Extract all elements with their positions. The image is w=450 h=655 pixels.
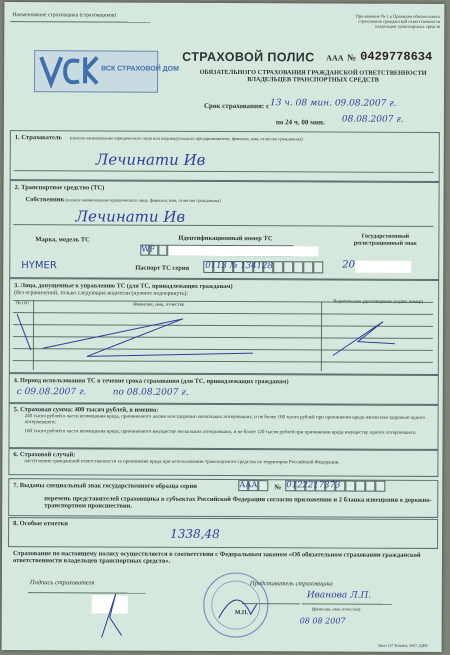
sign-date: 08 08 2007 [299,616,346,626]
vin-value: WF [141,244,156,254]
rep-name: Иванова Л.П. [306,590,372,601]
logo-text: ВСК СТРАХОВОЙ ДОМ [101,65,179,73]
print-note: Заказ 157 Бланки, 2007, ДФП [377,642,428,648]
policyholder-value: Лечинати Ив [95,150,206,169]
policy-number: 0429778634 [360,49,433,64]
stamp-seal [197,570,275,640]
period-label: Срок страхования: с [203,101,270,111]
policy-title: СТРАХОВОЙ ПОЛИС [182,49,315,65]
section-notes [8,517,438,549]
stamp-label: М.П. [234,610,249,617]
insured-signature [82,587,142,642]
make-value: HYMER [21,260,57,272]
sign-series: ААА [239,480,258,490]
period-end: 08.08.2007 г. [341,114,404,125]
rep-label: Представитель страховщика [249,580,333,588]
law-text: Страхование по настоящему полису осуществляется в соответствии с Федеральным законом «Об обязательном страховании гражданской ответственности владельцев транспортных средств». [12,550,421,566]
policy-series: ААА [326,53,344,63]
insured-sign-label: Подпись страхователя [29,579,95,587]
period-start: 13 ч. 08 мин. 09.08.2007 г. [269,98,397,109]
period-from: с 09.08.2007 г. [16,387,87,398]
sign-number: 0122217373 [286,480,341,491]
insurer-label: Наименование страховщика (страховщиков) [12,12,117,19]
policy-subtitle: ОБЯЗАТЕЛЬНОГО СТРАХОВАНИЯ ГРАЖДАНСКОЙ ОТВЕТСТВЕННОСТИ ВЛАДЕЛЬЦЕВ ТРАНСПОРТНЫХ СРЕДСТВ [199,68,427,84]
notes-value: 1338,48 [170,526,220,541]
period-to: по 08.08.2007 г. [112,387,189,398]
owner-value: Лечинати Ив [75,207,186,226]
reg-value: 20 [342,259,356,271]
policy-document: Наименование страховщика (страховщиков) Приложение № 1 к Правилам обязательного страхования гражданской ответственности владельцев транспортных средств ВСК СТРАХОВОЙ ДОМ СТРАХОВОЙ ПОЛИС ААА № 0429778634 ОБЯЗАТЕЛЬНОГО СТРАХОВАНИЯ ГРАЖДАНСКОЙ ОТВЕТСТВЕННОСТИ ВЛАДЕЛЬЦЕВ ТРАНСПОРТНЫХ СРЕДСТВ Срок страхования: с 13 ч. 08 мин. 09.08.2007 г. по 24 ч. 00 мин. 08.08.2007 г. 1. Страхователь (полное наименование юридического лица или индивидуального предпринимателя, фамилия, имя, отчество гражданина) Лечинати Ив 2. Транспортное средство (ТС) Собственник (полное наименование юридического лица, фамилия, имя, отчество гражданина) Лечинати Ив Марка, модель ТС Идентификационный номер ТС Государственный регистрационный знак WF HYMER Паспорт ТС серия 0113 № 134128 20 3. Лица, допущенные к управлению ТС (для ТС, принадлежащих гражданам) (без ограничений, только следующие водители (нужное подчеркнуть): № п/п Фамилия, имя, отчество Водительское удостоверение (серия, номер) 4. Период использования ТС в течение срока страхования (для ТС, принадлежащих гражданам) с 09.08.2007 г. по 08.08.2007 г. 5. Страховая сумма: 400 тысяч рублей, в именно: 240 тысяч рублей в части возмещения вреда, причиненного жизни или здоровью нескольких потерпевших, и не более 160 тысяч рублей при причинении вреда жизни или здоровью одного потерпевшего; 160 тысяч рублей в части возмещения вреда, причиненного имуществу нескольких потерпевших, и не более 120 тысяч рублей при причинении вреда имуществу одного потерпевшего. 6. Страховой случай: наступление гражданской ответственности за причинение вреда при использовании транспортного средства на территории Российской Федерации. 7. Выданы специальный знак государственного образца серии ААА № 0122217373 перечень представителей страховщика в субъектах Российской Федерации согласно приложению и 2 бланка извещения о дорожно-транспортном происшествии. 8. Особые отметки 1338,48 Страхование по настоящему полису осуществляется в соответствии с Федеральным законом «Об обязательном страховании гражданской ответственности владельцев транспортных средств». Подпись страхователя Представитель страховщика Иванова Л.П. (фамилия, имя, отчество) 08 08 2007 М.П. Заказ 157 Бланки, 2007, ДФП [2,2,445,652]
appendix-note: Приложение № 1 к Правилам обязательного страхования гражданской ответственности владельцев транспортных средств [355,13,441,30]
pts-value: 0113 № 134128 [205,260,273,272]
period-end-label: по 24 ч. 00 мин. [275,118,325,127]
